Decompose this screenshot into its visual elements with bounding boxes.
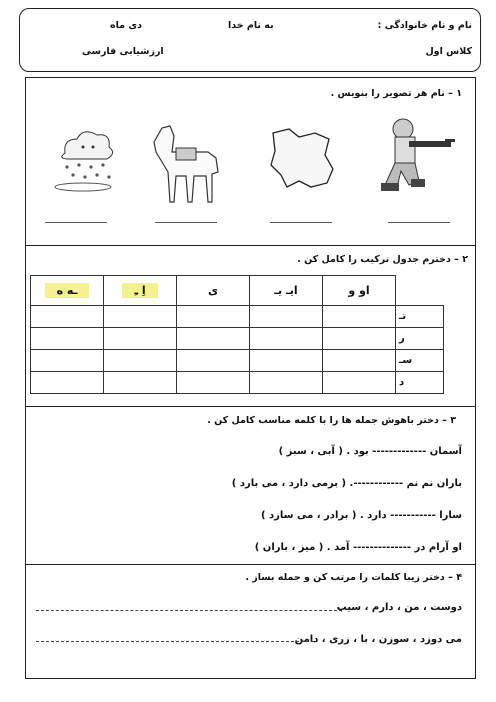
student-name-label: نام و نام خانوادگی : <box>377 20 472 31</box>
divider-q1-q2 <box>26 245 475 246</box>
answer-cell[interactable] <box>31 372 104 394</box>
table-header-row <box>31 276 444 306</box>
answer-cell[interactable] <box>250 372 323 394</box>
answer-cell[interactable] <box>177 306 250 328</box>
q3-item-4: او آرام در -------------- آمد . ( میز ، باران ) <box>254 542 462 553</box>
combination-table <box>30 275 444 394</box>
table-row <box>31 372 444 394</box>
answer-cell[interactable] <box>323 328 396 350</box>
answer-cell[interactable] <box>177 350 250 372</box>
answer-cell[interactable] <box>323 350 396 372</box>
q3-item-1: آسمان ------------- بود . ( آبی ، سبز ) <box>278 446 462 457</box>
answer-cell[interactable] <box>177 372 250 394</box>
column-header <box>31 276 104 306</box>
answer-cell[interactable] <box>177 328 250 350</box>
column-header <box>104 276 177 306</box>
column-header: ایـ یـ <box>250 276 323 306</box>
month-label: دی ماه <box>110 20 142 31</box>
table-row <box>31 350 444 372</box>
answer-cell[interactable] <box>31 306 104 328</box>
answer-line-1[interactable] <box>388 222 450 223</box>
q2-title: ۲ – دخترم جدول ترکیب را کامل کن . <box>297 254 468 265</box>
column-header: ی <box>177 276 250 306</box>
answer-cell[interactable] <box>31 350 104 372</box>
row-header: د <box>396 372 444 394</box>
table-row <box>31 306 444 328</box>
q3-item-3: سارا ----------- دارد . ( برادر ، می سازد ) <box>260 510 462 521</box>
q1-title: ۱ – نام هر تصویر را بنویس . <box>330 88 462 99</box>
table-row <box>31 328 444 350</box>
highlighted-header: ـه ه <box>45 283 90 298</box>
highlighted-header: اِ ـِ <box>122 283 157 298</box>
corner-cell <box>396 276 444 306</box>
header-box <box>19 8 481 72</box>
divider-q3-q4 <box>26 564 475 565</box>
assessment-title: ارزشیابی فارسی <box>82 46 164 57</box>
answer-cell[interactable] <box>250 306 323 328</box>
q4-answer-line-1[interactable] <box>36 610 342 611</box>
divider-q2-q3 <box>26 406 475 407</box>
answer-cell[interactable] <box>104 350 177 372</box>
rain-cloud-image <box>45 125 125 195</box>
row-header: سـ <box>396 350 444 372</box>
answer-cell[interactable] <box>104 372 177 394</box>
q4-item-2: می دوزد ، سوزن ، با ، زری ، دامن <box>294 634 462 645</box>
answer-cell[interactable] <box>31 328 104 350</box>
answer-cell[interactable] <box>250 328 323 350</box>
row-header: ر <box>396 328 444 350</box>
answer-line-4[interactable] <box>45 222 107 223</box>
q4-item-1: دوست ، من ، دارم ، سیب <box>336 602 462 613</box>
column-header: او و <box>323 276 396 306</box>
answer-cell[interactable] <box>250 350 323 372</box>
answer-cell[interactable] <box>323 306 396 328</box>
iran-map-image <box>265 125 337 195</box>
q4-answer-line-2[interactable] <box>36 641 314 642</box>
q4-title: ۴ – دختر زیبا کلمات را مرتب کن و جمله بساز . <box>245 572 462 583</box>
q3-title: ۳ – دختر باهوش جمله ها را با کلمه مناسب کامل کن . <box>207 415 456 426</box>
answer-cell[interactable] <box>323 372 396 394</box>
answer-line-3[interactable] <box>155 222 217 223</box>
q3-item-2: باران نم نم ------------. ( برمی دارد ، می بارد ) <box>231 478 462 489</box>
row-header: تـ <box>396 306 444 328</box>
bismillah: به نام خدا <box>228 20 274 31</box>
soldier-image <box>375 115 457 203</box>
answer-line-2[interactable] <box>270 222 332 223</box>
horse-image <box>148 122 224 206</box>
answer-cell[interactable] <box>104 306 177 328</box>
answer-cell[interactable] <box>104 328 177 350</box>
grade-label: کلاس اول <box>425 46 472 57</box>
